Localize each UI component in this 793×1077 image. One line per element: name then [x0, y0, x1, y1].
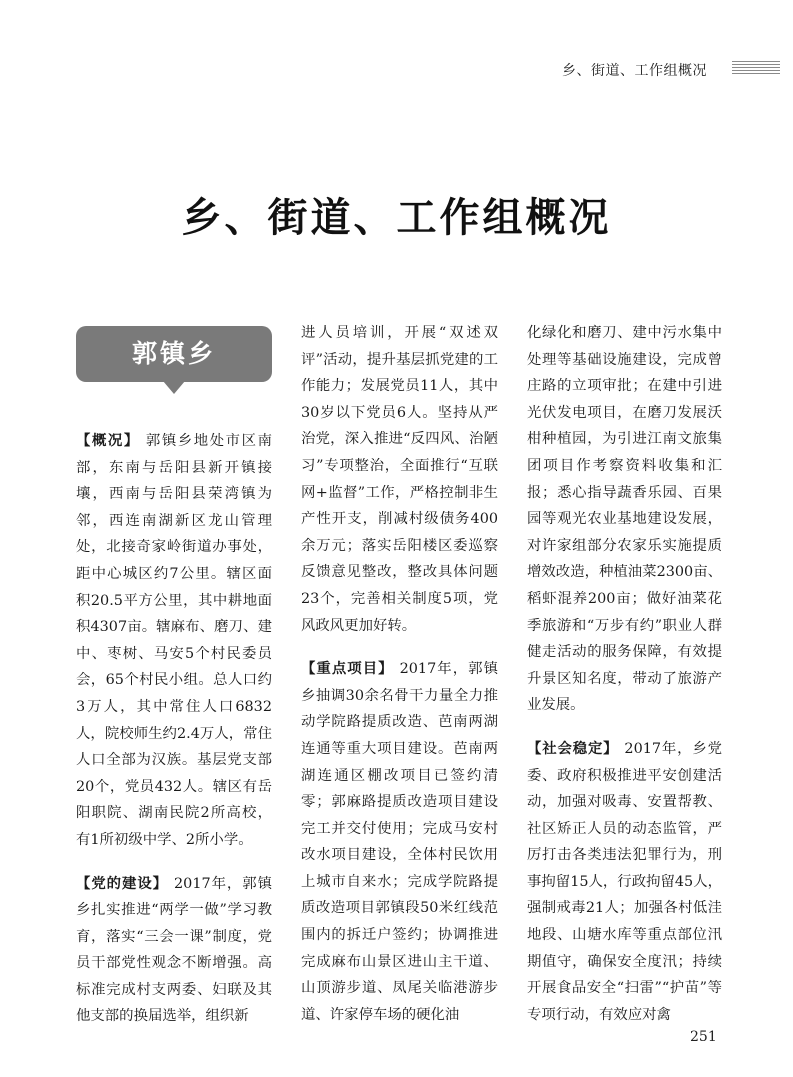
section-banner [76, 326, 272, 382]
page-number: 251 [690, 1029, 717, 1045]
paragraph-key-projects-cont [527, 320, 722, 719]
tag-social-stability: 【社会稳定】 [527, 740, 619, 757]
header-rule-decoration [732, 61, 780, 75]
paragraph-overview [76, 428, 272, 854]
text-overview: 郭镇乡地处市区南部，东南与岳阳县新开镇接壤，西南与岳阳县荣湾镇为邻，西连南湖新区龙山管理处，北接奇家岭街道办事处，距中心城区约7公里。辖区面积20.5平方公里，其中耕地面积4307亩。辖麻布、磨刀、建中、枣树、马安5个村民委员会，65个村民小组。总人口约3万人，其中常住人口6832人，院校师生约2.4万人，常住人口全部为汉族。基层党支部20个，党员432人。辖区有岳阳职院、湖南民院2所高校，有1所初级中学、2所小学。 [76, 433, 272, 848]
paragraph-key-projects [301, 656, 498, 1028]
text-column-3 [527, 320, 722, 1028]
section-banner-title: 郭镇乡 [131, 339, 216, 368]
paragraph-social-stability [527, 736, 722, 1029]
text-key-projects-1: 2017年，郭镇乡抽调30余名骨干力量全力推动学院路提质改造、芭南两湖连通等重大项目建设。芭南两湖连通区棚改项目已签约清零；郭麻路提质改造项目建设完工并交付使用；完成马安村改水项目建设，全体村民饮用上城市自来水；完成学院路提质改造项目郭镇段50米红线范围内的拆迁户签约；协调推进完成麻布山景区进山主干道、山顶游步道、凤尾关临港游步道、许家停车场的硬化油 [301, 661, 498, 1023]
text-party-building-1: 2017年，郭镇乡扎实推进“两学一做”学习教育，落实“三会一课”制度，党员干部党性观念不断增强。高标准完成村支两委、妇联及其他支部的换届选举，组织新 [76, 875, 272, 1025]
text-key-projects-2: 化绿化和磨刀、建中污水集中处理等基础设施建设，完成曾庄路的立项审批；在建中引进光伏发电项目，在磨刀发展沃柑种植园，为引进江南文旅集团项目作考察资料收集和汇报；悉心指导蔬香乐园、百果园等观光农业基地建设发展，对许家组部分农家乐实施提质增效改造，种植油菜2300亩、稻虾混养200亩；做好油菜花季旅游和“万步有约”职业人群健走活动的服务保障，有效提升景区知名度，带动了旅游产业发展。 [527, 325, 722, 714]
text-social-stability: 2017年，乡党委、政府积极推进平安创建活动，加强对吸毒、安置帮教、社区矫正人员的动态监管，严厉打击各类违法犯罪行为，刑事拘留15人，行政拘留45人，强制戒毒21人；加强各村低洼地段、山塘水库等重点部位汛期值守，确保安全度汛；持续开展食品安全“扫雷”“护苗”等专项行动，有效应对禽 [527, 740, 722, 1023]
tag-party-building: 【党的建设】 [76, 875, 169, 892]
banner-pointer [163, 381, 185, 394]
text-column-2 [301, 320, 498, 1028]
text-column-1 [76, 428, 272, 1030]
tag-key-projects: 【重点项目】 [301, 661, 394, 678]
running-header: 乡、街道、工作组概况 [562, 63, 707, 79]
paragraph-party-building [76, 871, 272, 1031]
chapter-title: 乡、街道、工作组概况 [181, 195, 612, 241]
text-party-building-2: 进人员培训，开展“双述双评”活动，提升基层抓党建的工作能力；发展党员11人，其中30岁以下党员6人。坚持从严治党，深入推进“反四风、治陋习”专项整治，全面推行“互联网+监督”工作，严格控制非生产性开支，削减村级债务400余万元；落实岳阳楼区委巡察反馈意见整改，整改具体问题23个，完善相关制度5项，党风政风更加好转。 [301, 325, 498, 634]
paragraph-party-building-cont [301, 320, 498, 639]
tag-overview: 【概况】 [76, 433, 140, 449]
